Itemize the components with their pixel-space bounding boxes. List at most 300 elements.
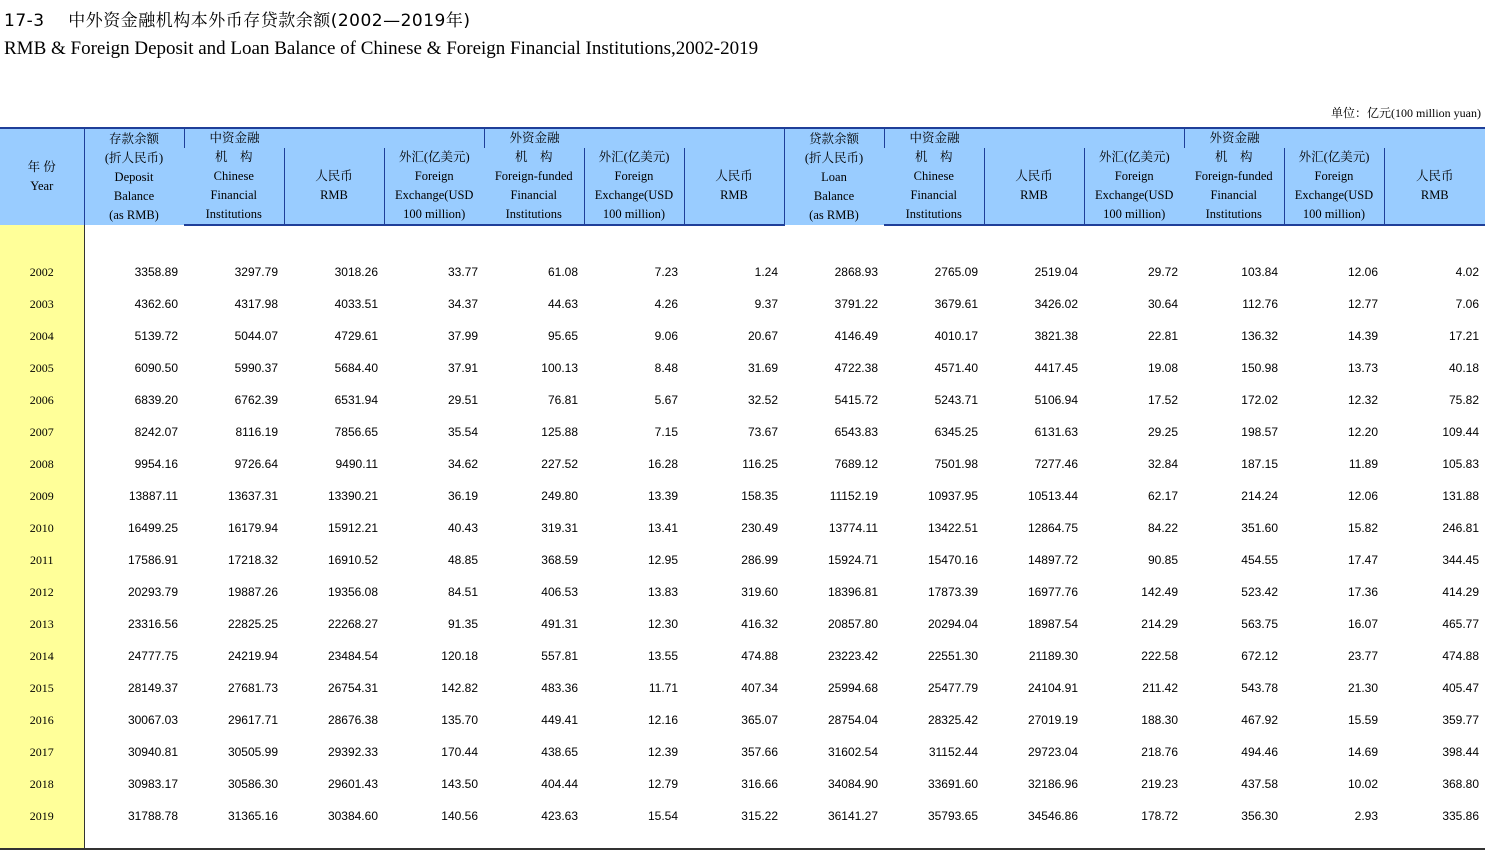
table-cell: 109.44 bbox=[1442, 425, 1480, 439]
table-cell: 13637.31 bbox=[227, 489, 278, 503]
table-row bbox=[0, 608, 1485, 640]
table-cell: 10937.95 bbox=[927, 489, 978, 503]
year-cell: 2008 bbox=[0, 448, 84, 480]
table-cell: 474.88 bbox=[1442, 649, 1480, 663]
table-cell: 13774.11 bbox=[828, 521, 878, 535]
header-chinese-fi-loan-group: 中资金融 bbox=[884, 128, 1184, 148]
page-title-en: RMB & Foreign Deposit and Loan Balance of Chinese & Foreign Financial Institutions,2002-2019 bbox=[4, 38, 759, 59]
table-cell: 15470.16 bbox=[927, 553, 978, 567]
table-cell: 454.55 bbox=[1241, 553, 1278, 567]
table-cell: 7856.65 bbox=[334, 425, 378, 439]
table-cell: 4362.60 bbox=[134, 297, 178, 311]
table-cell: 7.23 bbox=[654, 265, 678, 279]
table-cell: 315.22 bbox=[741, 809, 778, 823]
table-cell: 125.88 bbox=[541, 425, 578, 439]
data-table bbox=[0, 127, 1485, 850]
table-cell: 12.30 bbox=[647, 617, 678, 631]
table-cell: 11.89 bbox=[1348, 457, 1378, 471]
table-cell: 27019.19 bbox=[1027, 713, 1078, 727]
table-cell: 22.81 bbox=[1147, 329, 1178, 343]
table-cell: 17873.39 bbox=[927, 585, 978, 599]
table-cell: 6762.39 bbox=[234, 393, 278, 407]
year-cell: 2009 bbox=[0, 480, 84, 512]
table-cell: 20.67 bbox=[747, 329, 778, 343]
unit-note: 单位：亿元(100 million yuan) bbox=[1331, 106, 1481, 120]
year-cell: 2015 bbox=[0, 672, 84, 704]
table-cell: 5684.40 bbox=[334, 361, 378, 375]
table-cell: 483.36 bbox=[541, 681, 578, 695]
year-cell bbox=[0, 832, 84, 849]
table-cell: 286.99 bbox=[741, 553, 778, 567]
table-cell: 103.84 bbox=[1241, 265, 1278, 279]
table-cell: 12.79 bbox=[647, 777, 678, 791]
table-cell: 12.06 bbox=[1347, 265, 1378, 279]
table-cell: 34546.86 bbox=[1027, 809, 1078, 823]
table-row bbox=[0, 768, 1485, 800]
table-cell: 120.18 bbox=[441, 649, 478, 663]
table-cell: 11.71 bbox=[648, 681, 678, 695]
table-cell: 48.85 bbox=[447, 553, 478, 567]
table-cell: 9954.16 bbox=[134, 457, 178, 471]
table-cell: 90.85 bbox=[1147, 553, 1178, 567]
table-cell bbox=[184, 832, 284, 849]
table-cell: 405.47 bbox=[1442, 681, 1480, 695]
table-cell: 24777.75 bbox=[127, 649, 178, 663]
table-row bbox=[0, 320, 1485, 352]
table-cell bbox=[584, 225, 684, 256]
table-row bbox=[0, 448, 1485, 480]
table-cell: 211.42 bbox=[1142, 681, 1178, 695]
table-cell: 84.51 bbox=[447, 585, 478, 599]
table-cell: 543.78 bbox=[1241, 681, 1278, 695]
table-cell: 494.46 bbox=[1241, 745, 1278, 759]
table-cell: 3679.61 bbox=[934, 297, 978, 311]
table-cell: 249.80 bbox=[541, 489, 578, 503]
table-cell: 95.65 bbox=[547, 329, 578, 343]
table-cell: 6531.94 bbox=[334, 393, 378, 407]
table-cell: 30384.60 bbox=[327, 809, 378, 823]
table-cell: 3426.02 bbox=[1034, 297, 1078, 311]
table-cell: 21189.30 bbox=[1028, 649, 1078, 663]
table-cell: 34.62 bbox=[447, 457, 478, 471]
table-cell: 335.86 bbox=[1442, 809, 1480, 823]
table-cell: 29.51 bbox=[447, 393, 478, 407]
table-cell: 140.56 bbox=[441, 809, 478, 823]
table-cell bbox=[884, 832, 984, 849]
table-cell: 5044.07 bbox=[234, 329, 278, 343]
table-cell: 15.82 bbox=[1347, 521, 1378, 535]
table-row bbox=[0, 384, 1485, 416]
table-cell: 24219.94 bbox=[227, 649, 278, 663]
table-cell bbox=[1084, 832, 1184, 849]
table-cell: 131.88 bbox=[1442, 489, 1480, 503]
table-cell: 17.21 bbox=[1448, 329, 1480, 343]
table-cell: 407.34 bbox=[741, 681, 778, 695]
table-cell: 13.41 bbox=[647, 521, 678, 535]
table-cell: 4317.98 bbox=[234, 297, 278, 311]
table-cell bbox=[484, 832, 584, 849]
table-cell: 29723.04 bbox=[1027, 745, 1078, 759]
table-cell: 13.39 bbox=[647, 489, 678, 503]
table-cell: 414.29 bbox=[1442, 585, 1480, 599]
page-title-cn bbox=[4, 6, 471, 31]
table-cell: 218.76 bbox=[1141, 745, 1178, 759]
table-cell: 172.02 bbox=[1241, 393, 1278, 407]
table-cell bbox=[1384, 225, 1485, 256]
table-cell: 91.35 bbox=[447, 617, 478, 631]
table-cell: 9.06 bbox=[654, 329, 678, 343]
table-cell: 416.32 bbox=[741, 617, 778, 631]
header-year: 年 份 Year bbox=[0, 128, 84, 225]
table-cell: 9490.11 bbox=[335, 457, 378, 471]
table-row bbox=[0, 800, 1485, 832]
table-cell: 8242.07 bbox=[134, 425, 178, 439]
table-cell: 365.07 bbox=[741, 713, 778, 727]
year-cell: 2018 bbox=[0, 768, 84, 800]
header-foreign-fi-deposit-group: 外资金融 bbox=[484, 128, 784, 148]
table-cell: 35.54 bbox=[447, 425, 478, 439]
table-cell: 368.80 bbox=[1442, 777, 1480, 791]
table-cell bbox=[684, 225, 784, 256]
table-cell: 406.53 bbox=[541, 585, 578, 599]
table-cell: 35793.65 bbox=[927, 809, 978, 823]
table-cell: 3018.26 bbox=[334, 265, 378, 279]
table-cell: 178.72 bbox=[1141, 809, 1178, 823]
table-cell: 37.91 bbox=[447, 361, 478, 375]
table-number: 17-3 bbox=[4, 11, 45, 31]
table-cell bbox=[1384, 832, 1485, 849]
table-cell bbox=[184, 225, 284, 256]
table-cell: 5990.37 bbox=[234, 361, 278, 375]
table-cell bbox=[284, 832, 384, 849]
table-cell bbox=[1184, 225, 1284, 256]
table-cell: 523.42 bbox=[1241, 585, 1278, 599]
table-cell: 20857.80 bbox=[827, 617, 878, 631]
table-cell: 5106.94 bbox=[1034, 393, 1078, 407]
table-cell: 19356.08 bbox=[327, 585, 378, 599]
header-rmb: 人民币 RMB bbox=[284, 148, 384, 225]
table-cell: 150.98 bbox=[1241, 361, 1278, 375]
table-cell: 3297.79 bbox=[234, 265, 278, 279]
table-cell: 2765.09 bbox=[934, 265, 978, 279]
table-cell: 9.37 bbox=[754, 297, 778, 311]
table-cell: 100.13 bbox=[541, 361, 578, 375]
table-cell: 467.92 bbox=[1241, 713, 1278, 727]
table-cell: 20294.04 bbox=[927, 617, 978, 631]
table-cell bbox=[1184, 832, 1284, 849]
table-cell: 4033.51 bbox=[334, 297, 378, 311]
table-cell: 136.32 bbox=[1241, 329, 1278, 343]
table-cell bbox=[584, 832, 684, 849]
table-cell: 3821.38 bbox=[1034, 329, 1078, 343]
table-cell: 30983.17 bbox=[127, 777, 178, 791]
table-cell: 20293.79 bbox=[127, 585, 178, 599]
table-cell: 2868.93 bbox=[834, 265, 878, 279]
table-row bbox=[0, 416, 1485, 448]
year-cell: 2016 bbox=[0, 704, 84, 736]
table-cell bbox=[1284, 832, 1384, 849]
table-cell: 142.82 bbox=[441, 681, 478, 695]
table-cell bbox=[1284, 225, 1384, 256]
header-rmb: 人民币 RMB bbox=[984, 148, 1084, 225]
table-cell: 8.48 bbox=[654, 361, 678, 375]
table-cell: 474.88 bbox=[741, 649, 778, 663]
header-deposit-balance: 存款余额 (折人民币) Deposit Balance (as RMB) bbox=[84, 128, 184, 225]
table-cell: 187.15 bbox=[1241, 457, 1278, 471]
header-foreign-fi-loan-group: 外资金融 bbox=[1184, 128, 1485, 148]
header-rmb: 人民币 RMB bbox=[1384, 148, 1485, 225]
table-cell: 6543.83 bbox=[834, 425, 878, 439]
table-row bbox=[0, 256, 1485, 288]
table-cell bbox=[84, 225, 184, 256]
table-cell: 16.07 bbox=[1347, 617, 1378, 631]
table-cell: 31788.78 bbox=[127, 809, 178, 823]
table-cell bbox=[484, 225, 584, 256]
table-cell: 37.99 bbox=[447, 329, 478, 343]
table-cell: 6090.50 bbox=[134, 361, 178, 375]
table-cell: 12.39 bbox=[647, 745, 678, 759]
header-loan-balance: 贷款余额 (折人民币) Loan Balance (as RMB) bbox=[784, 128, 884, 225]
table-cell bbox=[384, 832, 484, 849]
table-cell: 16910.52 bbox=[327, 553, 378, 567]
year-cell: 2005 bbox=[0, 352, 84, 384]
table-cell: 357.66 bbox=[741, 745, 778, 759]
table-cell: 31152.44 bbox=[928, 745, 978, 759]
table-cell: 4146.49 bbox=[834, 329, 878, 343]
table-cell: 16499.25 bbox=[127, 521, 178, 535]
header-foreign-fi-deposit: 机 构 Foreign-funded Financial Institutions bbox=[484, 148, 584, 225]
table-cell: 30586.30 bbox=[227, 777, 278, 791]
table-cell: 6839.20 bbox=[134, 393, 178, 407]
table-cell: 219.23 bbox=[1141, 777, 1178, 791]
table-cell bbox=[984, 225, 1084, 256]
table-cell: 13.73 bbox=[1347, 361, 1378, 375]
table-cell: 12.77 bbox=[1347, 297, 1378, 311]
table-cell: 15924.71 bbox=[827, 553, 878, 567]
table-body bbox=[0, 225, 1485, 849]
table-cell: 30505.99 bbox=[227, 745, 278, 759]
header-fx: 外汇(亿美元) Foreign Exchange(USD 100 million) bbox=[1084, 148, 1184, 225]
year-cell bbox=[0, 225, 84, 256]
table-cell: 4722.38 bbox=[834, 361, 878, 375]
table-cell: 84.22 bbox=[1147, 521, 1178, 535]
table-row bbox=[0, 480, 1485, 512]
table-cell: 13422.51 bbox=[927, 521, 978, 535]
year-cell: 2012 bbox=[0, 576, 84, 608]
table-cell: 17.47 bbox=[1347, 553, 1378, 567]
year-cell: 2017 bbox=[0, 736, 84, 768]
table-row bbox=[0, 544, 1485, 576]
table-cell bbox=[284, 225, 384, 256]
table-cell: 4729.61 bbox=[334, 329, 378, 343]
table-cell bbox=[884, 225, 984, 256]
table-cell: 7277.46 bbox=[1034, 457, 1078, 471]
table-cell: 27681.73 bbox=[227, 681, 278, 695]
header-chinese-fi-deposit: 机 构 Chinese Financial Institutions bbox=[184, 148, 284, 225]
table-cell: 7.15 bbox=[654, 425, 678, 439]
table-cell: 31602.54 bbox=[827, 745, 878, 759]
year-cell: 2002 bbox=[0, 256, 84, 288]
table-cell bbox=[684, 832, 784, 849]
table-cell: 17.52 bbox=[1147, 393, 1178, 407]
table-cell: 135.70 bbox=[441, 713, 478, 727]
table-cell: 14897.72 bbox=[1027, 553, 1078, 567]
year-cell: 2003 bbox=[0, 288, 84, 320]
table-cell: 449.41 bbox=[541, 713, 578, 727]
table-cell: 40.18 bbox=[1448, 361, 1480, 375]
table-cell: 319.31 bbox=[541, 521, 578, 535]
table-cell: 22825.25 bbox=[227, 617, 278, 631]
table-cell bbox=[784, 225, 884, 256]
table-cell: 14.39 bbox=[1347, 329, 1378, 343]
table-cell: 227.52 bbox=[541, 457, 578, 471]
table-cell: 158.35 bbox=[741, 489, 778, 503]
header-rmb: 人民币 RMB bbox=[684, 148, 784, 225]
table-cell bbox=[984, 832, 1084, 849]
table-cell: 3358.89 bbox=[134, 265, 178, 279]
table-cell: 29601.43 bbox=[327, 777, 378, 791]
table-cell: 75.82 bbox=[1448, 393, 1480, 407]
year-cell: 2013 bbox=[0, 608, 84, 640]
table-cell: 319.60 bbox=[741, 585, 778, 599]
table-cell: 13887.11 bbox=[128, 489, 178, 503]
table-cell: 28676.38 bbox=[327, 713, 378, 727]
table-cell: 17586.91 bbox=[127, 553, 178, 567]
table-cell: 33691.60 bbox=[927, 777, 978, 791]
table-cell: 34084.90 bbox=[827, 777, 878, 791]
table-cell: 6345.25 bbox=[934, 425, 978, 439]
table-cell: 423.63 bbox=[541, 809, 578, 823]
table-cell: 4.02 bbox=[1455, 265, 1480, 279]
table-cell: 18396.81 bbox=[827, 585, 878, 599]
table-cell: 32.52 bbox=[747, 393, 778, 407]
table-cell: 29.72 bbox=[1147, 265, 1178, 279]
table-cell: 368.59 bbox=[541, 553, 578, 567]
table-cell: 214.29 bbox=[1141, 617, 1178, 631]
table-cell: 5139.72 bbox=[134, 329, 178, 343]
table-cell: 344.45 bbox=[1442, 553, 1480, 567]
table-cell: 23316.56 bbox=[127, 617, 178, 631]
table-cell: 44.63 bbox=[547, 297, 578, 311]
table-cell: 73.67 bbox=[747, 425, 778, 439]
table-cell: 23.77 bbox=[1347, 649, 1378, 663]
table-cell: 15912.21 bbox=[327, 521, 378, 535]
table-cell: 13.83 bbox=[647, 585, 678, 599]
table-cell: 214.24 bbox=[1241, 489, 1278, 503]
table-cell: 359.77 bbox=[1442, 713, 1480, 727]
table-cell: 33.77 bbox=[447, 265, 478, 279]
table-cell: 4.26 bbox=[654, 297, 678, 311]
table-cell: 36141.27 bbox=[827, 809, 878, 823]
table-cell: 2.93 bbox=[1354, 809, 1378, 823]
table-cell: 76.81 bbox=[547, 393, 578, 407]
table-cell: 9726.64 bbox=[234, 457, 278, 471]
table-cell: 30067.03 bbox=[127, 713, 178, 727]
table-cell: 12.20 bbox=[1347, 425, 1378, 439]
table-cell: 23484.54 bbox=[327, 649, 378, 663]
table-cell: 12864.75 bbox=[1027, 521, 1078, 535]
table-cell: 61.08 bbox=[547, 265, 578, 279]
table-cell: 142.49 bbox=[1141, 585, 1178, 599]
table-cell: 356.30 bbox=[1241, 809, 1278, 823]
table-cell: 222.58 bbox=[1141, 649, 1178, 663]
table-row bbox=[0, 512, 1485, 544]
table-cell: 31.69 bbox=[747, 361, 778, 375]
table-cell: 12.06 bbox=[1347, 489, 1378, 503]
year-cell: 2007 bbox=[0, 416, 84, 448]
table-cell: 5243.71 bbox=[934, 393, 978, 407]
table-row bbox=[0, 704, 1485, 736]
table-cell: 28754.04 bbox=[827, 713, 878, 727]
table-spacer-row bbox=[0, 225, 1485, 256]
table-cell: 7.06 bbox=[1455, 297, 1480, 311]
table-cell: 11152.19 bbox=[829, 489, 878, 503]
header-foreign-fi-loan: 机 构 Foreign-funded Financial Institutions bbox=[1184, 148, 1284, 225]
year-cell: 2014 bbox=[0, 640, 84, 672]
header-chinese-fi-deposit-group: 中资金融 bbox=[184, 128, 484, 148]
year-cell: 2019 bbox=[0, 800, 84, 832]
table-cell: 672.12 bbox=[1241, 649, 1278, 663]
table-cell: 4010.17 bbox=[934, 329, 978, 343]
table-cell: 4417.45 bbox=[1034, 361, 1078, 375]
table-cell: 112.76 bbox=[1242, 297, 1278, 311]
table-cell: 351.60 bbox=[1241, 521, 1278, 535]
header-fx: 外汇(亿美元) Foreign Exchange(USD 100 million) bbox=[584, 148, 684, 225]
table-cell: 491.31 bbox=[541, 617, 578, 631]
table-cell: 36.19 bbox=[447, 489, 478, 503]
table-cell: 30940.81 bbox=[127, 745, 178, 759]
table-cell: 557.81 bbox=[541, 649, 578, 663]
table-cell: 316.66 bbox=[741, 777, 778, 791]
table-cell: 25477.79 bbox=[927, 681, 978, 695]
table-cell: 10.02 bbox=[1347, 777, 1378, 791]
table-cell: 188.30 bbox=[1141, 713, 1178, 727]
table-cell: 105.83 bbox=[1442, 457, 1480, 471]
table-cell: 30.64 bbox=[1147, 297, 1178, 311]
table-cell: 16977.76 bbox=[1027, 585, 1078, 599]
table-cell: 7501.98 bbox=[934, 457, 978, 471]
table-cell: 2519.04 bbox=[1034, 265, 1078, 279]
table-cell: 26754.31 bbox=[327, 681, 378, 695]
table-cell: 15.54 bbox=[647, 809, 678, 823]
table-cell: 16.28 bbox=[647, 457, 678, 471]
table-cell: 17218.32 bbox=[227, 553, 278, 567]
table-cell: 5415.72 bbox=[834, 393, 878, 407]
table-cell: 246.81 bbox=[1442, 521, 1480, 535]
table-cell: 25994.68 bbox=[827, 681, 878, 695]
table-cell: 230.49 bbox=[741, 521, 778, 535]
table-cell: 29392.33 bbox=[327, 745, 378, 759]
table-cell: 13390.21 bbox=[327, 489, 378, 503]
table-cell: 18987.54 bbox=[1027, 617, 1078, 631]
table-cell: 28325.42 bbox=[927, 713, 978, 727]
table-cell bbox=[1084, 225, 1184, 256]
table-cell: 24104.91 bbox=[1027, 681, 1078, 695]
table-cell: 404.44 bbox=[541, 777, 578, 791]
table-row bbox=[0, 576, 1485, 608]
table-row bbox=[0, 672, 1485, 704]
table-cell: 3791.22 bbox=[834, 297, 878, 311]
table-cell: 198.57 bbox=[1241, 425, 1278, 439]
table-cell: 143.50 bbox=[441, 777, 478, 791]
table-cell: 6131.63 bbox=[1034, 425, 1078, 439]
year-cell: 2011 bbox=[0, 544, 84, 576]
table-cell: 5.67 bbox=[654, 393, 678, 407]
table-cell: 29.25 bbox=[1147, 425, 1178, 439]
table-spacer-row bbox=[0, 832, 1485, 849]
header-fx: 外汇(亿美元) Foreign Exchange(USD 100 million) bbox=[384, 148, 484, 225]
table-cell: 15.59 bbox=[1347, 713, 1378, 727]
